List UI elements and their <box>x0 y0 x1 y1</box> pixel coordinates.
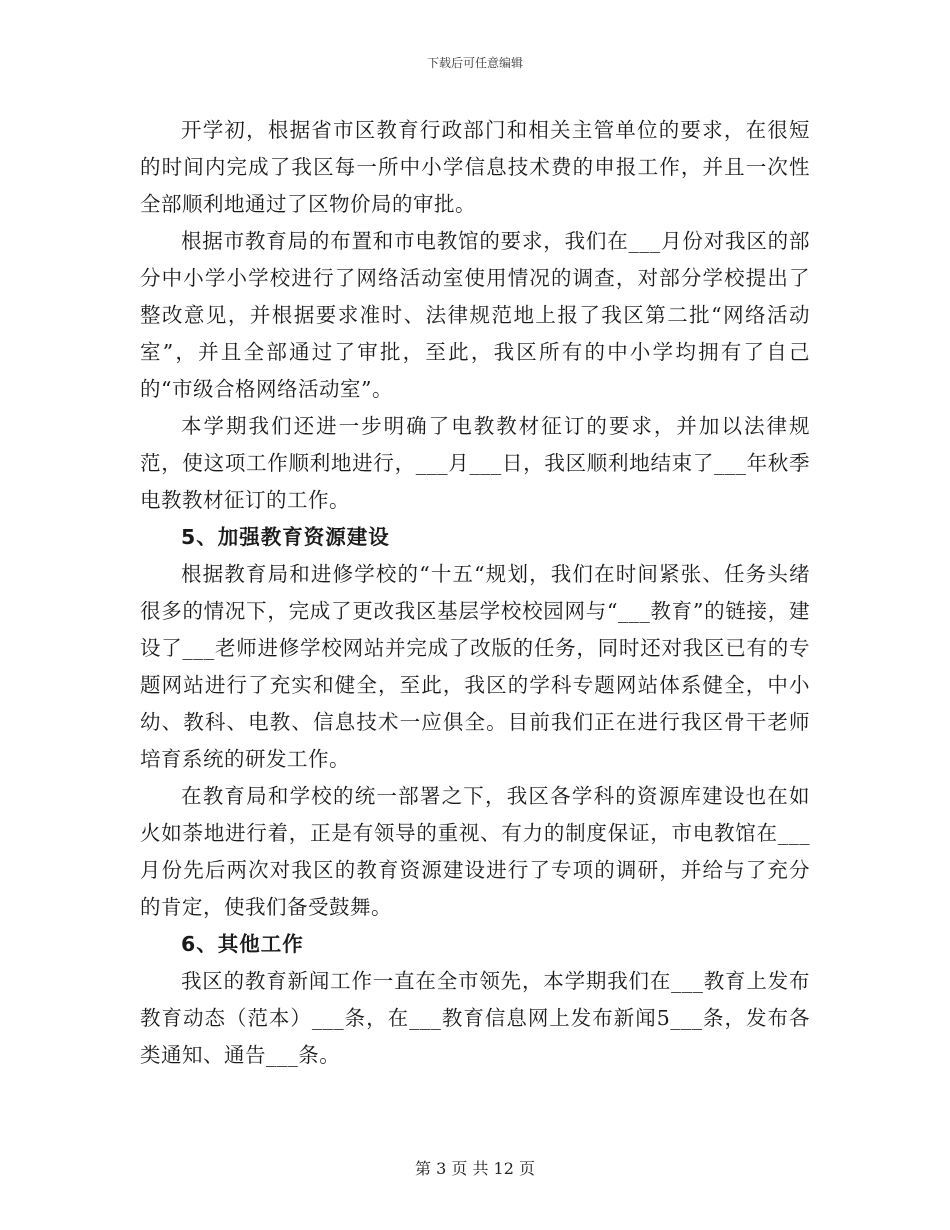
paragraph-6: 我区的教育新闻工作一直在全市领先，本学期我们在___教育上发布教育动态（范本）___条，在___教育信息网上发布新闻5___条，发布各类通知、通告___条。 <box>140 969 810 1067</box>
paragraph-1: 开学初，根据省市区教育行政部门和相关主管单位的要求，在很短的时间内完成了我区每一所中小学信息技术费的申报工作，并且一次性全部顺利地通过了区物价局的审批。 <box>140 118 810 216</box>
section-heading-6: 6、其他工作 <box>181 932 304 956</box>
page-header: 下载后可任意编辑 <box>426 56 523 70</box>
paragraph-3: 本学期我们还进一步明确了电教教材征订的要求，并加以法律规范，使这项工作顺利地进行，___月___日，我区顺利地结束了___年秋季电教教材征订的工作。 <box>140 414 810 512</box>
document-body <box>140 112 810 1074</box>
paragraph-2: 根据市教育局的布置和市电教馆的要求，我们在___月份对我区的部分中小学小学校进行了网络活动室使用情况的调查，对部分学校提出了整改意见，并根据要求准时、法律规范地上报了我区第二批“网络活动室”，并且全部通过了审批，至此，我区所有的中小学均拥有了自己的“市级合格网络活动室”。 <box>140 229 810 401</box>
paragraph-4: 根据教育局和进修学校的“十五“规划，我们在时间紧张、任务头绪很多的情况下，完成了更改我区基层学校校园网与“___教育”的链接，建设了___老师进修学校网站并完成了改版的任务，同时还对我区已有的专题网站进行了充实和健全，至此，我区的学科专题网站体系健全，中小幼、教科、电教、信息技术一应俱全。目前我们正在进行我区骨干老师培育系统的研发工作。 <box>140 562 810 771</box>
section-heading-5: 5、加强教育资源建设 <box>181 525 390 549</box>
paragraph-5: 在教育局和学校的统一部署之下，我区各学科的资源库建设也在如火如荼地进行着，正是有领导的重视、有力的制度保证，市电教馆在___月份先后两次对我区的教育资源建设进行了专项的调研，并给与了充分的肯定，使我们备受鼓舞。 <box>140 784 810 919</box>
page-number: 第 3 页 共 12 页 <box>415 1159 535 1178</box>
